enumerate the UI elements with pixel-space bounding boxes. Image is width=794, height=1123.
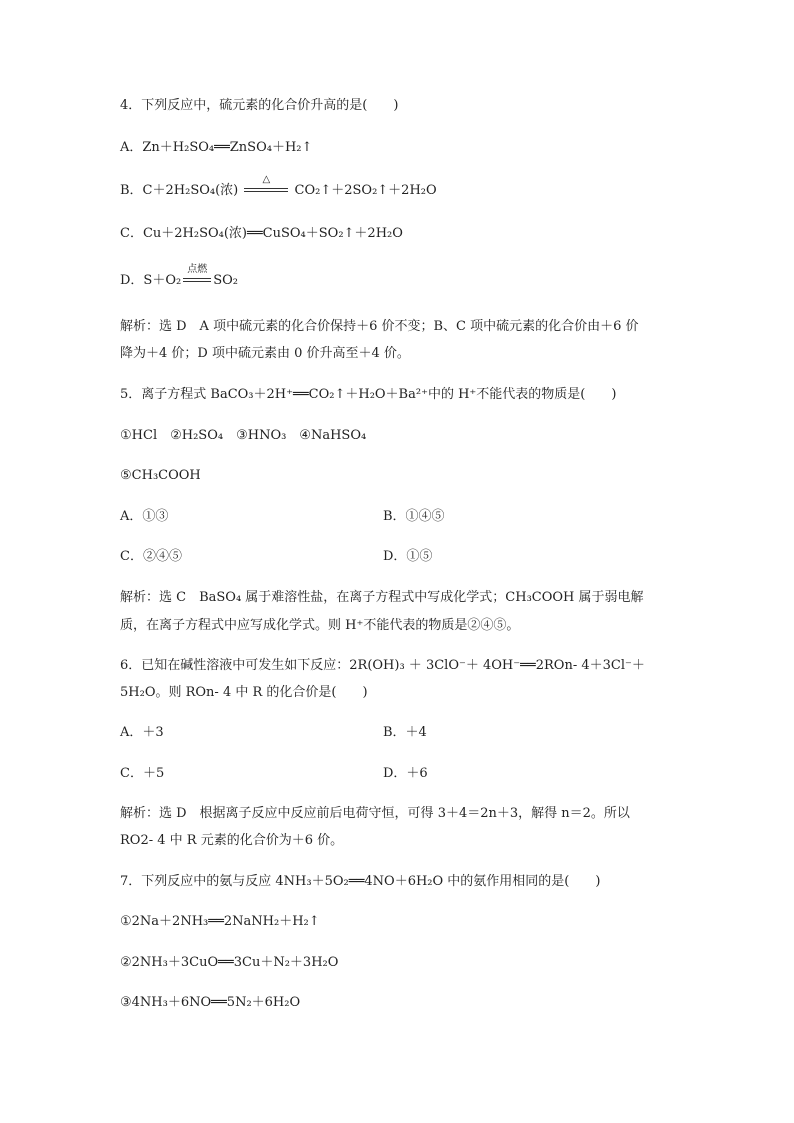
q7-stem: 7．下列反应中的氨与反应 4NH₃＋5O₂══4NO＋6H₂O 中的氨作用相同的是( ) [120, 874, 601, 889]
q6-analysis-line-2: RO2- 4 中 R 元素的化合价为＋6 价。 [120, 833, 344, 848]
q4-option-b-products: CO₂↑＋2SO₂↑＋2H₂O [294, 183, 437, 198]
q6-option-b: B．＋4 [383, 725, 427, 740]
q7-item-1: ①2Na＋2NH₃══2NaNH₂＋H₂↑ [120, 914, 320, 929]
q6-option-d: D．＋6 [383, 766, 428, 781]
q4-option-d-reactants: D．S＋O₂ [120, 273, 182, 288]
q4-option-d [120, 263, 238, 290]
q6-option-c: C．＋5 [120, 766, 165, 781]
q6-option-a: A．＋3 [120, 725, 164, 740]
q4-analysis-line-2: 降为＋4 价；D 项中硫元素由 0 价升高至＋4 价。 [120, 346, 410, 361]
q4-option-d-products: SO₂ [213, 273, 238, 288]
q5-items-line-2: ⑤CH₃COOH [120, 468, 201, 483]
q5-option-b: B．①④⑤ [383, 509, 445, 524]
q4-stem: 4．下列反应中，硫元素的化合价升高的是( ) [120, 98, 399, 113]
ignite-condition: 点燃 [187, 263, 208, 275]
q5-analysis-line-2: 质，在离子方程式中应写成化学式。则 H⁺不能代表的物质是②④⑤。 [120, 618, 520, 633]
q5-analysis-line-1: 解析：选 C BaSO₄ 属于难溶性盐，在离子方程式中写成化学式；CH₃COOH 属于弱电解 [120, 590, 644, 605]
q5-items-line-1: ①HCl ②H₂SO₄ ③HNO₃ ④NaHSO₄ [120, 428, 367, 443]
q4-analysis-line-1: 解析：选 D A 项中硫元素的化合价保持＋6 价不变；B、C 项中硫元素的化合价由＋6 价 [120, 319, 639, 334]
q4-option-c: C．Cu＋2H₂SO₄(浓)══CuSO₄＋SO₂↑＋2H₂O [120, 226, 403, 241]
reaction-arrow-heat [244, 173, 288, 196]
q5-option-a: A．①③ [120, 509, 169, 524]
q6-analysis-line-1: 解析：选 D 根据离子反应中反应前后电荷守恒，可得 3＋4＝2n＋3，解得 n＝2。所以 [120, 806, 630, 821]
q4-option-b [120, 173, 437, 200]
q5-option-d: D．①⑤ [383, 549, 433, 564]
heat-condition: △ [262, 173, 271, 185]
q4-option-a: A．Zn＋H₂SO₄══ZnSO₄＋H₂↑ [120, 140, 313, 155]
q7-item-2: ②2NH₃＋3CuO══3Cu＋N₂＋3H₂O [120, 955, 339, 970]
q6-stem-line-2: 5H₂O。则 ROn- 4 中 R 的化合价是( ) [120, 685, 368, 700]
reaction-arrow-ignite [183, 263, 211, 286]
q7-item-3: ③4NH₃＋6NO══5N₂＋6H₂O [120, 995, 301, 1010]
q6-stem-line-1: 6．已知在碱性溶液中可发生如下反应：2R(OH)₃ ＋ 3ClO⁻＋ 4OH⁻══2ROn- 4＋3Cl⁻＋ [120, 658, 645, 673]
q5-stem: 5．离子方程式 BaCO₃＋2H⁺══CO₂↑＋H₂O＋Ba²⁺中的 H⁺不能代表的物质是( ) [120, 387, 617, 402]
q5-option-c: C．②④⑤ [120, 549, 182, 564]
q4-option-b-reactants: B．C＋2H₂SO₄(浓) [120, 183, 239, 198]
